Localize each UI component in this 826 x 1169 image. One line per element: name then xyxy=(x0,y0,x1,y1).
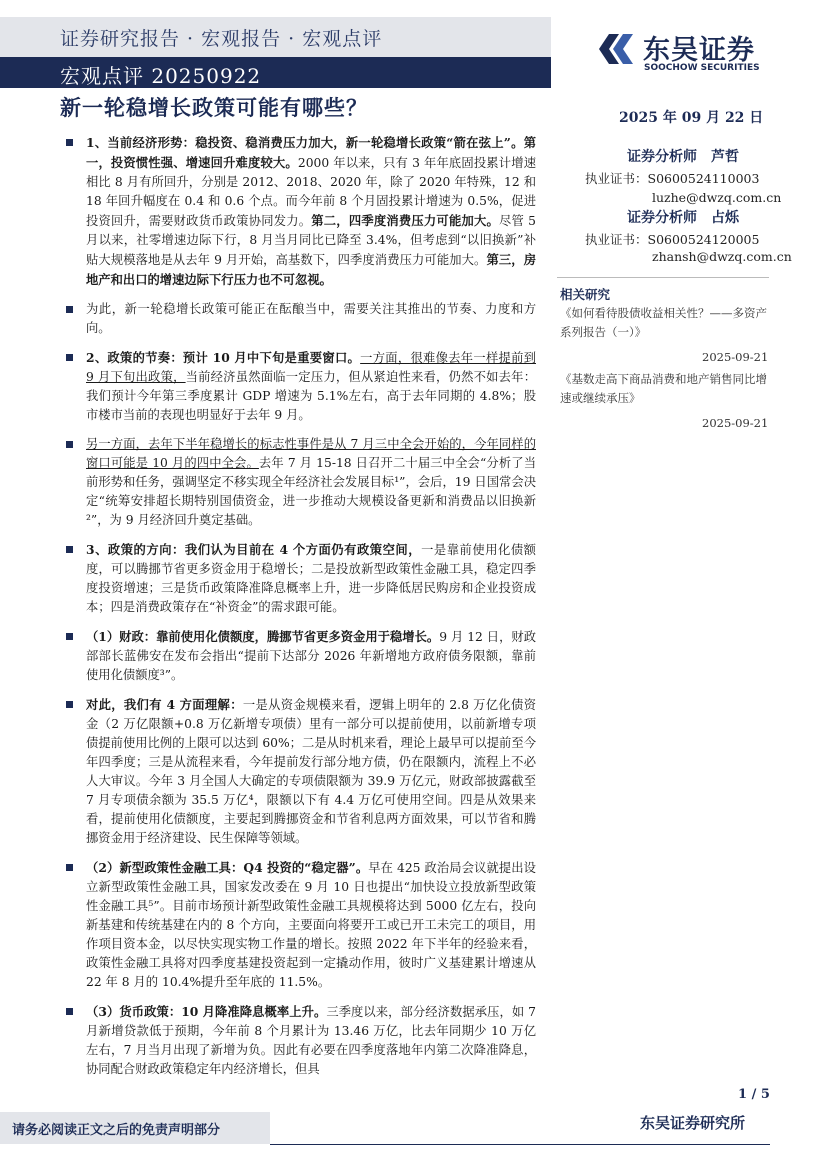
header-breadcrumb: 证券研究报告 · 宏观报告 · 宏观点评 xyxy=(60,28,383,50)
related-item-2-date: 2025-09-21 xyxy=(702,416,769,430)
bullet-icon xyxy=(66,633,73,640)
analyst-2-name: 证券分析师 占烁 xyxy=(627,210,739,226)
institute-name: 东吴证券研究所 xyxy=(640,1114,746,1132)
body-paragraph-6: （1）财政：靠前使用化债额度，腾挪节省更多资金用于稳增长。9 月 12 日，财政部部长蓝佛安在发布会指出“提前下达部分 2026 年新增地方政府债务限额，靠前使用化债额度³”。 xyxy=(60,627,536,685)
related-item-1-date: 2025-09-21 xyxy=(702,350,769,364)
bullet-icon xyxy=(66,441,73,448)
bullet-icon xyxy=(66,354,73,361)
header-series: 宏观点评 20250922 xyxy=(60,64,262,88)
bullet-icon xyxy=(66,701,73,708)
body-paragraph-5: 3、政策的方向：我们认为目前在 4 个方面仍有政策空间，一是靠前使用化债额度，可以腾挪节省更多资金用于稳增长；二是投放新型政策性金融工具，稳定四季度投资增速；三是货币政策降准降息概率上升，进一步降低居民购房和企业投资成本；四是消费政策存在“补资金”的需求跟可能。 xyxy=(60,540,536,617)
footer-rule xyxy=(270,1144,770,1145)
analyst-1-cert: 执业证书：S0600524110003 xyxy=(585,171,760,186)
related-item-1-title[interactable]: 《如何看待股债收益相关性？——多资产系列报告（一）》 xyxy=(560,306,767,339)
header-breadcrumb-band xyxy=(0,17,551,57)
logo-text-cn: 东吴证券 xyxy=(643,35,755,66)
report-title: 新一轮稳增长政策可能有哪些？ xyxy=(60,95,368,120)
disclaimer-note: 请务必阅读正文之后的免责声明部分 xyxy=(12,1123,221,1138)
bullet-icon xyxy=(66,1008,73,1015)
analyst-1-name: 证券分析师 芦哲 xyxy=(627,149,739,165)
logo-mark-icon xyxy=(597,30,637,68)
bullet-icon xyxy=(66,306,73,313)
bullet-icon xyxy=(66,546,73,553)
header-series-band xyxy=(0,57,551,88)
body-paragraph-4: 另一方面，去年下半年稳增长的标志性事件是从 7 月三中全会开始的，今年同样的窗口可能是 10 月的四中全会。去年 7 月 15-18 日召开二十届三中全会“分析了当前形势和任务，强调坚定不移实现全年经济社会发展目标¹”，会后，19 日国常会决定“统筹安排超长期特别国债资金，进一步推动大规模设备更新和消费品以旧换新²”，为 9 月经济回升奠定基础。 xyxy=(60,435,536,530)
report-date: 2025 年 09 月 22 日 xyxy=(619,110,764,126)
related-item-2-title[interactable]: 《基数走高下商品消费和地产销售同比增速或继续承压》 xyxy=(560,372,767,405)
logo-text-en: SOOCHOW SECURITIES xyxy=(644,63,760,73)
body-paragraph-1: 1、当前经济形势：稳投资、稳消费压力加大，新一轮稳增长政策“箭在弦上”。第一，投资惯性强、增速回升难度较大。2000 年以来，只有 3 年年底固投累计增速相比 8 月有所回升，分别是 2012、2018、2020 年，除了 2020 年特殊，12 和 18 年回升幅度在 0.4 和 0.6 个点。而今年前 8 个月固投累计增速为 0.5%，促进投资回升，需要财政货币政策协同发力。第二，四季度消费压力可能加大。尽管 5 月以来，社零增速边际下行，8 月当月同比已降至 3.4%，但考虑到“以旧换新”补贴大规模落地是从去年 9 月开始，高基数下，四季度消费压力可能加大。第三，房地产和出口的增速边际下行压力也不可忽视。 xyxy=(60,133,536,290)
related-heading: 相关研究 xyxy=(560,287,611,302)
body-paragraph-7: 对此，我们有 4 方面理解：一是从资金规模来看，逻辑上明年的 2.8 万亿化债资金（2 万亿限额+0.8 万亿新增专项债）里有一部分可以提前使用，以前新增专项债提前使用比例的上限可以达到 60%；二是从时机来看，理论上最早可以提前至今年四季度；三是从流程来看，今年提前发行部分地方债，仍在限额内，流程上不必人大审议。今年 3 月全国人大确定的专项债限额为 39.9 万亿元，财政部披露截至 7 月专项债余额为 35.5 万亿⁴，限额以下有 4.4 万亿可使用空间。四是从效果来看，提前使用化债额度，主要起到腾挪资金和节省利息两方面效果，可以节省和腾挪资金用于经济建设、民生保障等领域。 xyxy=(60,695,536,848)
body-paragraph-9: （3）货币政策：10 月降准降息概率上升。三季度以来，部分经济数据承压，如 7 月新增贷款低于预期，今年前 8 个月累计为 13.46 万亿，比去年同期少 10 万亿左右，7 月当月出现了新增为负。因此有必要在四季度落地年内第二次降准降息，协同配合财政政策稳定年内经济增长，但具 xyxy=(60,1002,536,1079)
body-paragraph-8: （2）新型政策性金融工具：Q4 投资的“稳定器”。早在 425 政治局会议就提出设立新型政策性金融工具，国家发改委在 9 月 10 日也提出“加快设立投放新型政策性金融工具⁵”。目前市场预计新型政策性金融工具规模将达到 5000 亿左右，投向新基建和传统基建在内的 8 个方向，主要面向将要开工或已开工未完工的项目，用作项目资本金，以尽快实现实物工作量的增长。按照 2022 年下半年的经验来看，政策性金融工具将对四季度基建投资起到一定撬动作用，彼时广义基建累计增速从 22 年 8 月的 10.4%提升至年底的 11.5%。 xyxy=(60,858,536,992)
bullet-icon xyxy=(66,139,73,146)
brand-logo xyxy=(597,28,772,78)
analyst-1-email[interactable]: luzhe@dwzq.com.cn xyxy=(652,190,782,205)
body-paragraph-3: 2、政策的节奏：预计 10 月中下旬是重要窗口。一方面，很难像去年一样提前到 9 月下旬出政策，当前经济虽然面临一定压力，但从紧迫性来看，仍然不如去年：我们预计今年第三季度累计 GDP 增速为 5.1%左右，高于去年同期的 4.8%；股市楼市当前的表现也明显好于去年 9 月。 xyxy=(60,348,536,425)
side-divider xyxy=(557,277,769,278)
body-paragraph-2: 为此，新一轮稳增长政策可能正在酝酿当中，需要关注其推出的节奏、力度和方向。 xyxy=(60,300,536,338)
disclaimer-band xyxy=(0,1112,270,1144)
analyst-2-cert: 执业证书：S0600524120005 xyxy=(585,232,760,247)
analyst-2-email[interactable]: zhansh@dwzq.com.cn xyxy=(652,249,792,264)
report-body xyxy=(60,133,536,1089)
page-number: 1 / 5 xyxy=(738,1087,770,1102)
bullet-icon xyxy=(66,864,73,871)
